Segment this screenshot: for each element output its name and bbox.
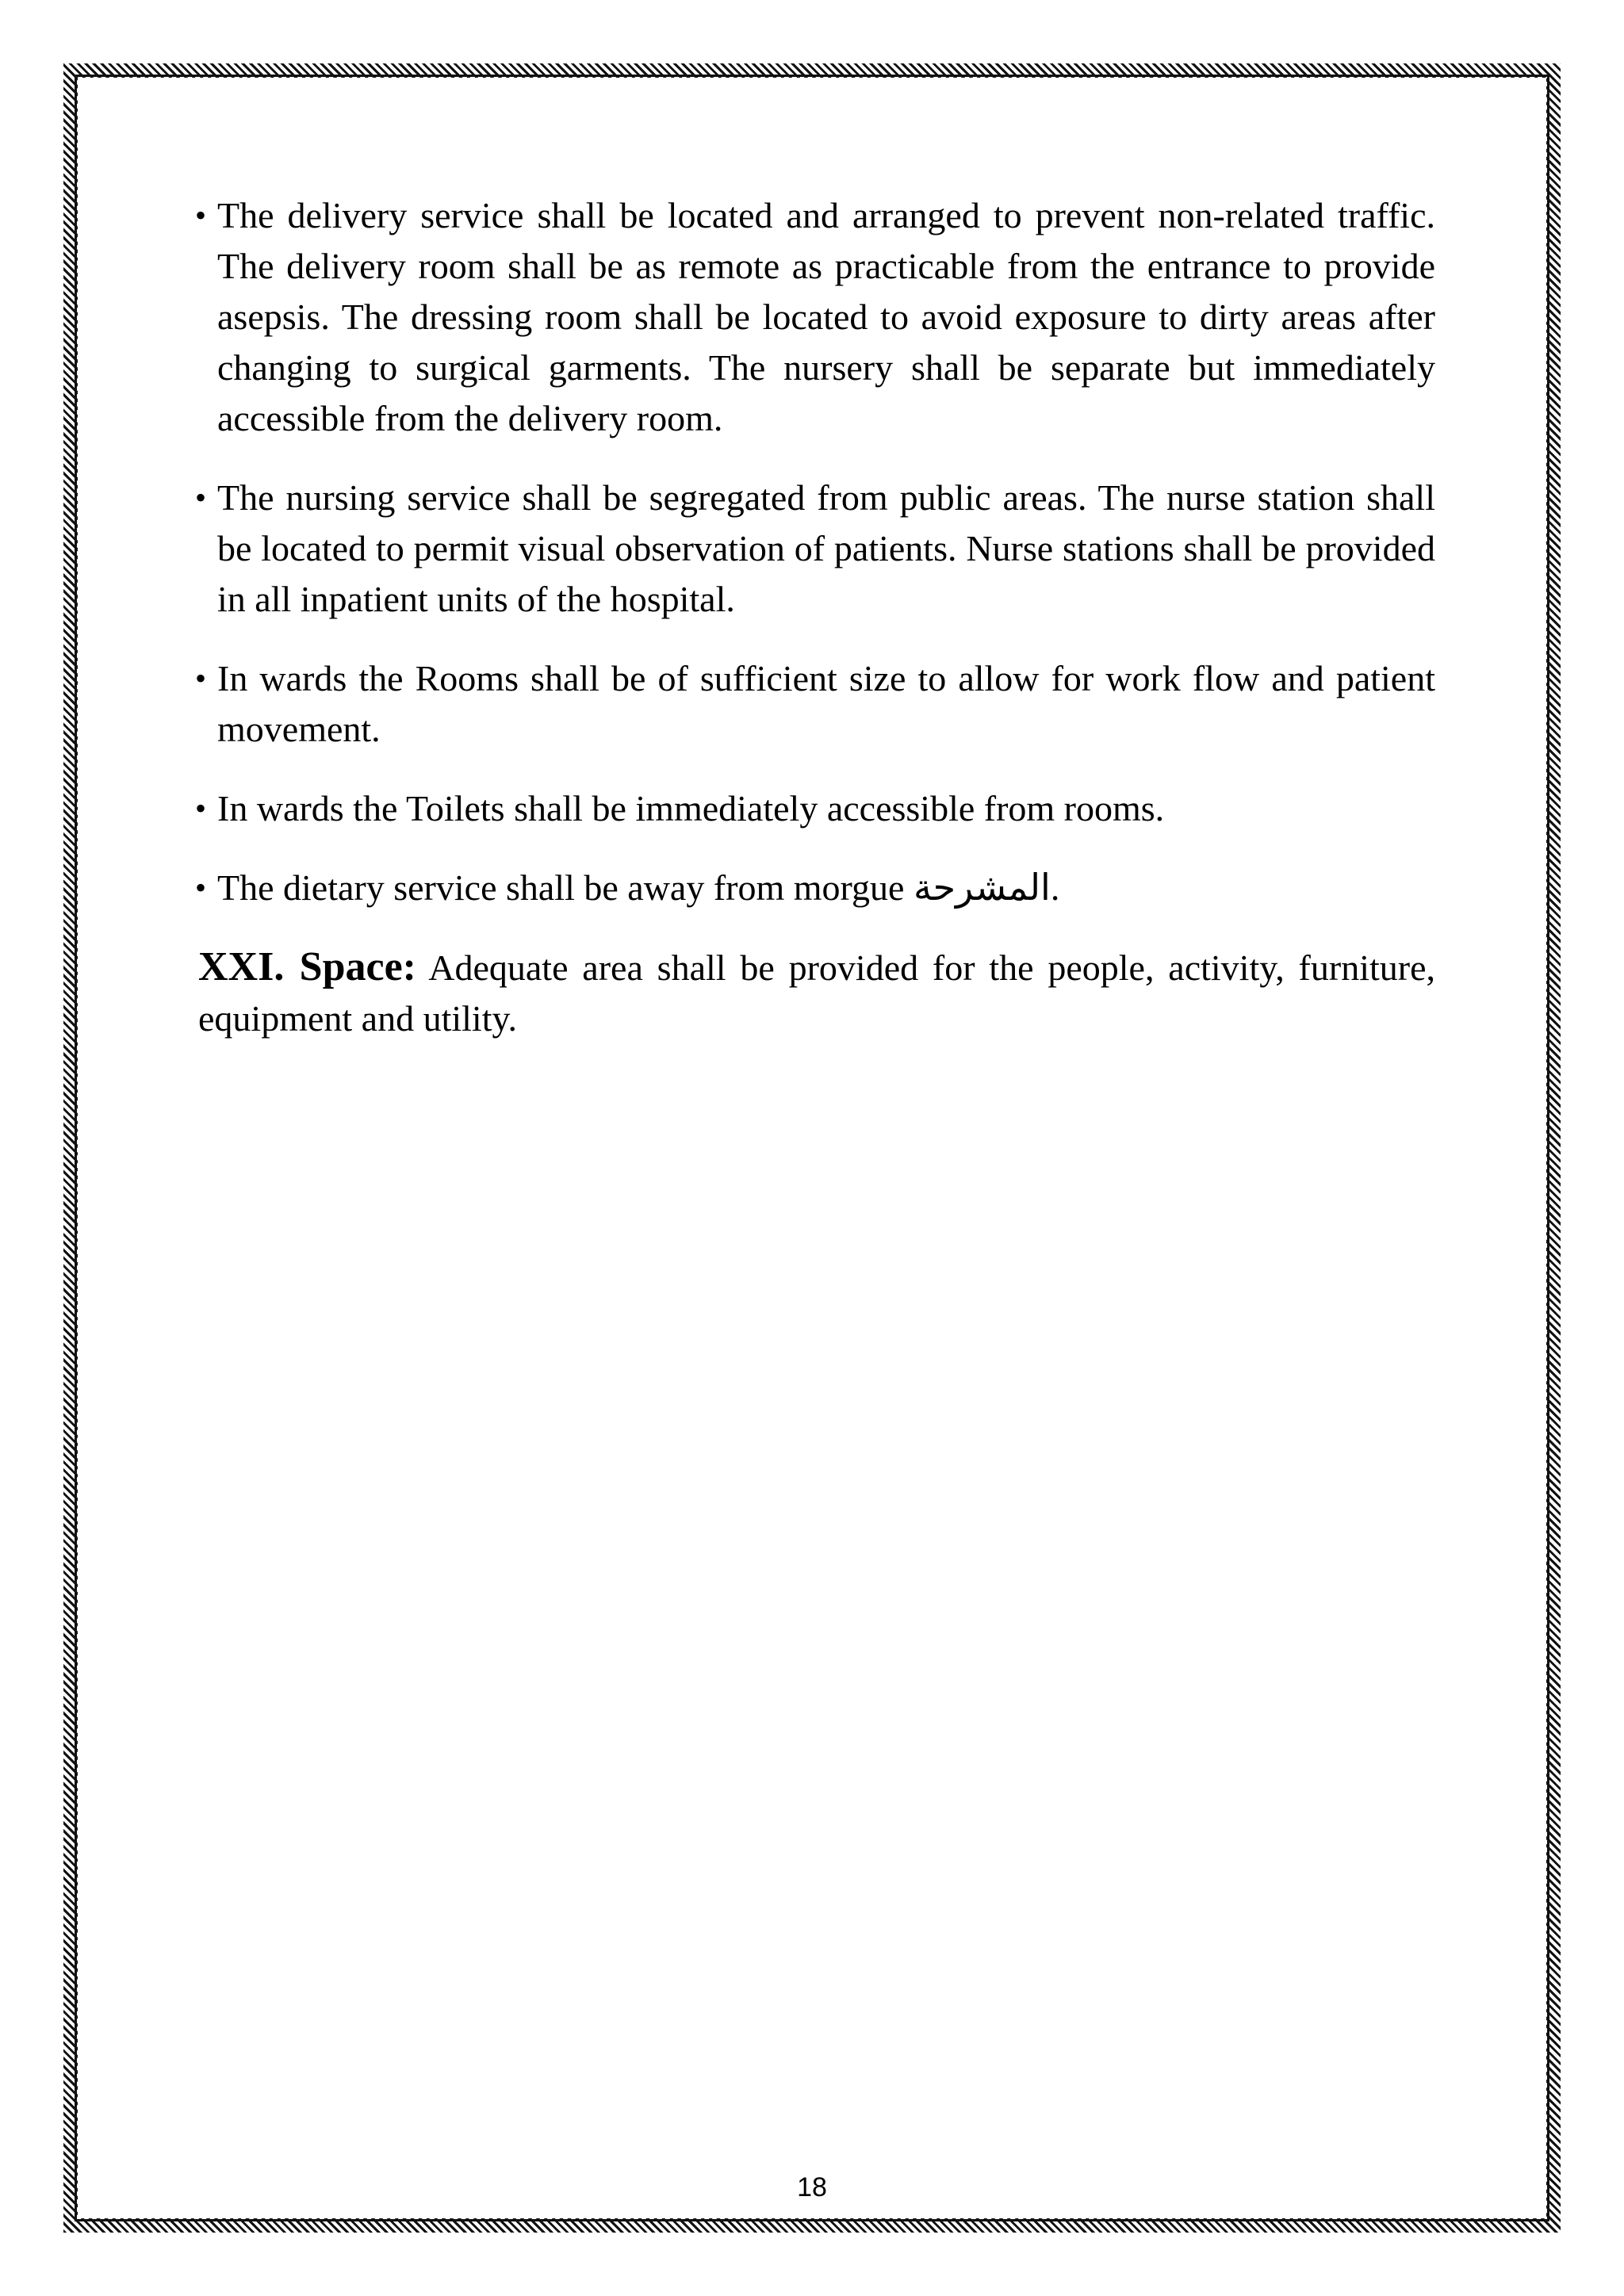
section-space [198, 942, 1435, 1044]
bullet-icon: • [195, 197, 207, 233]
bullet-text: In wards the Toilets shall be immediately accessible from rooms. [217, 788, 1165, 828]
bullet-icon: • [195, 660, 207, 696]
bullet-icon: • [195, 870, 207, 905]
bullet-item-delivery [195, 190, 1435, 444]
bullet-text: The dietary service shall be away from morgue المشرحة. [217, 867, 1060, 908]
bullet-item-rooms [195, 653, 1435, 755]
page-number: 18 [797, 2172, 827, 2202]
bullet-item-nursing [195, 473, 1435, 625]
bullet-icon: • [195, 480, 207, 515]
section-heading: XXI. Space: [198, 944, 416, 989]
bullet-item-dietary [195, 863, 1435, 913]
bullet-text: The delivery service shall be located and arranged to prevent non-related traffic. The delivery room shall be as remote as practicable from the entrance to provide asepsis. The dressing room shall be located to avoid exposure to dirty areas after changing to surgical garments. The nursery shall be separate but immediately accessible from the delivery room. [217, 195, 1435, 438]
bullet-text: The nursing service shall be segregated from public areas. The nurse station shall be located to permit visual observation of patients. Nurse stations shall be provided in all inpatient units of the hospital. [217, 477, 1435, 619]
section-body: Adequate area shall be provided for the people, activity, furniture, equipment and utility. [198, 947, 1435, 1039]
bullet-icon: • [195, 790, 207, 826]
bullet-text: In wards the Rooms shall be of sufficient size to allow for work flow and patient movement. [217, 658, 1435, 749]
bullet-item-toilets [195, 783, 1435, 834]
page-content [195, 190, 1435, 1044]
